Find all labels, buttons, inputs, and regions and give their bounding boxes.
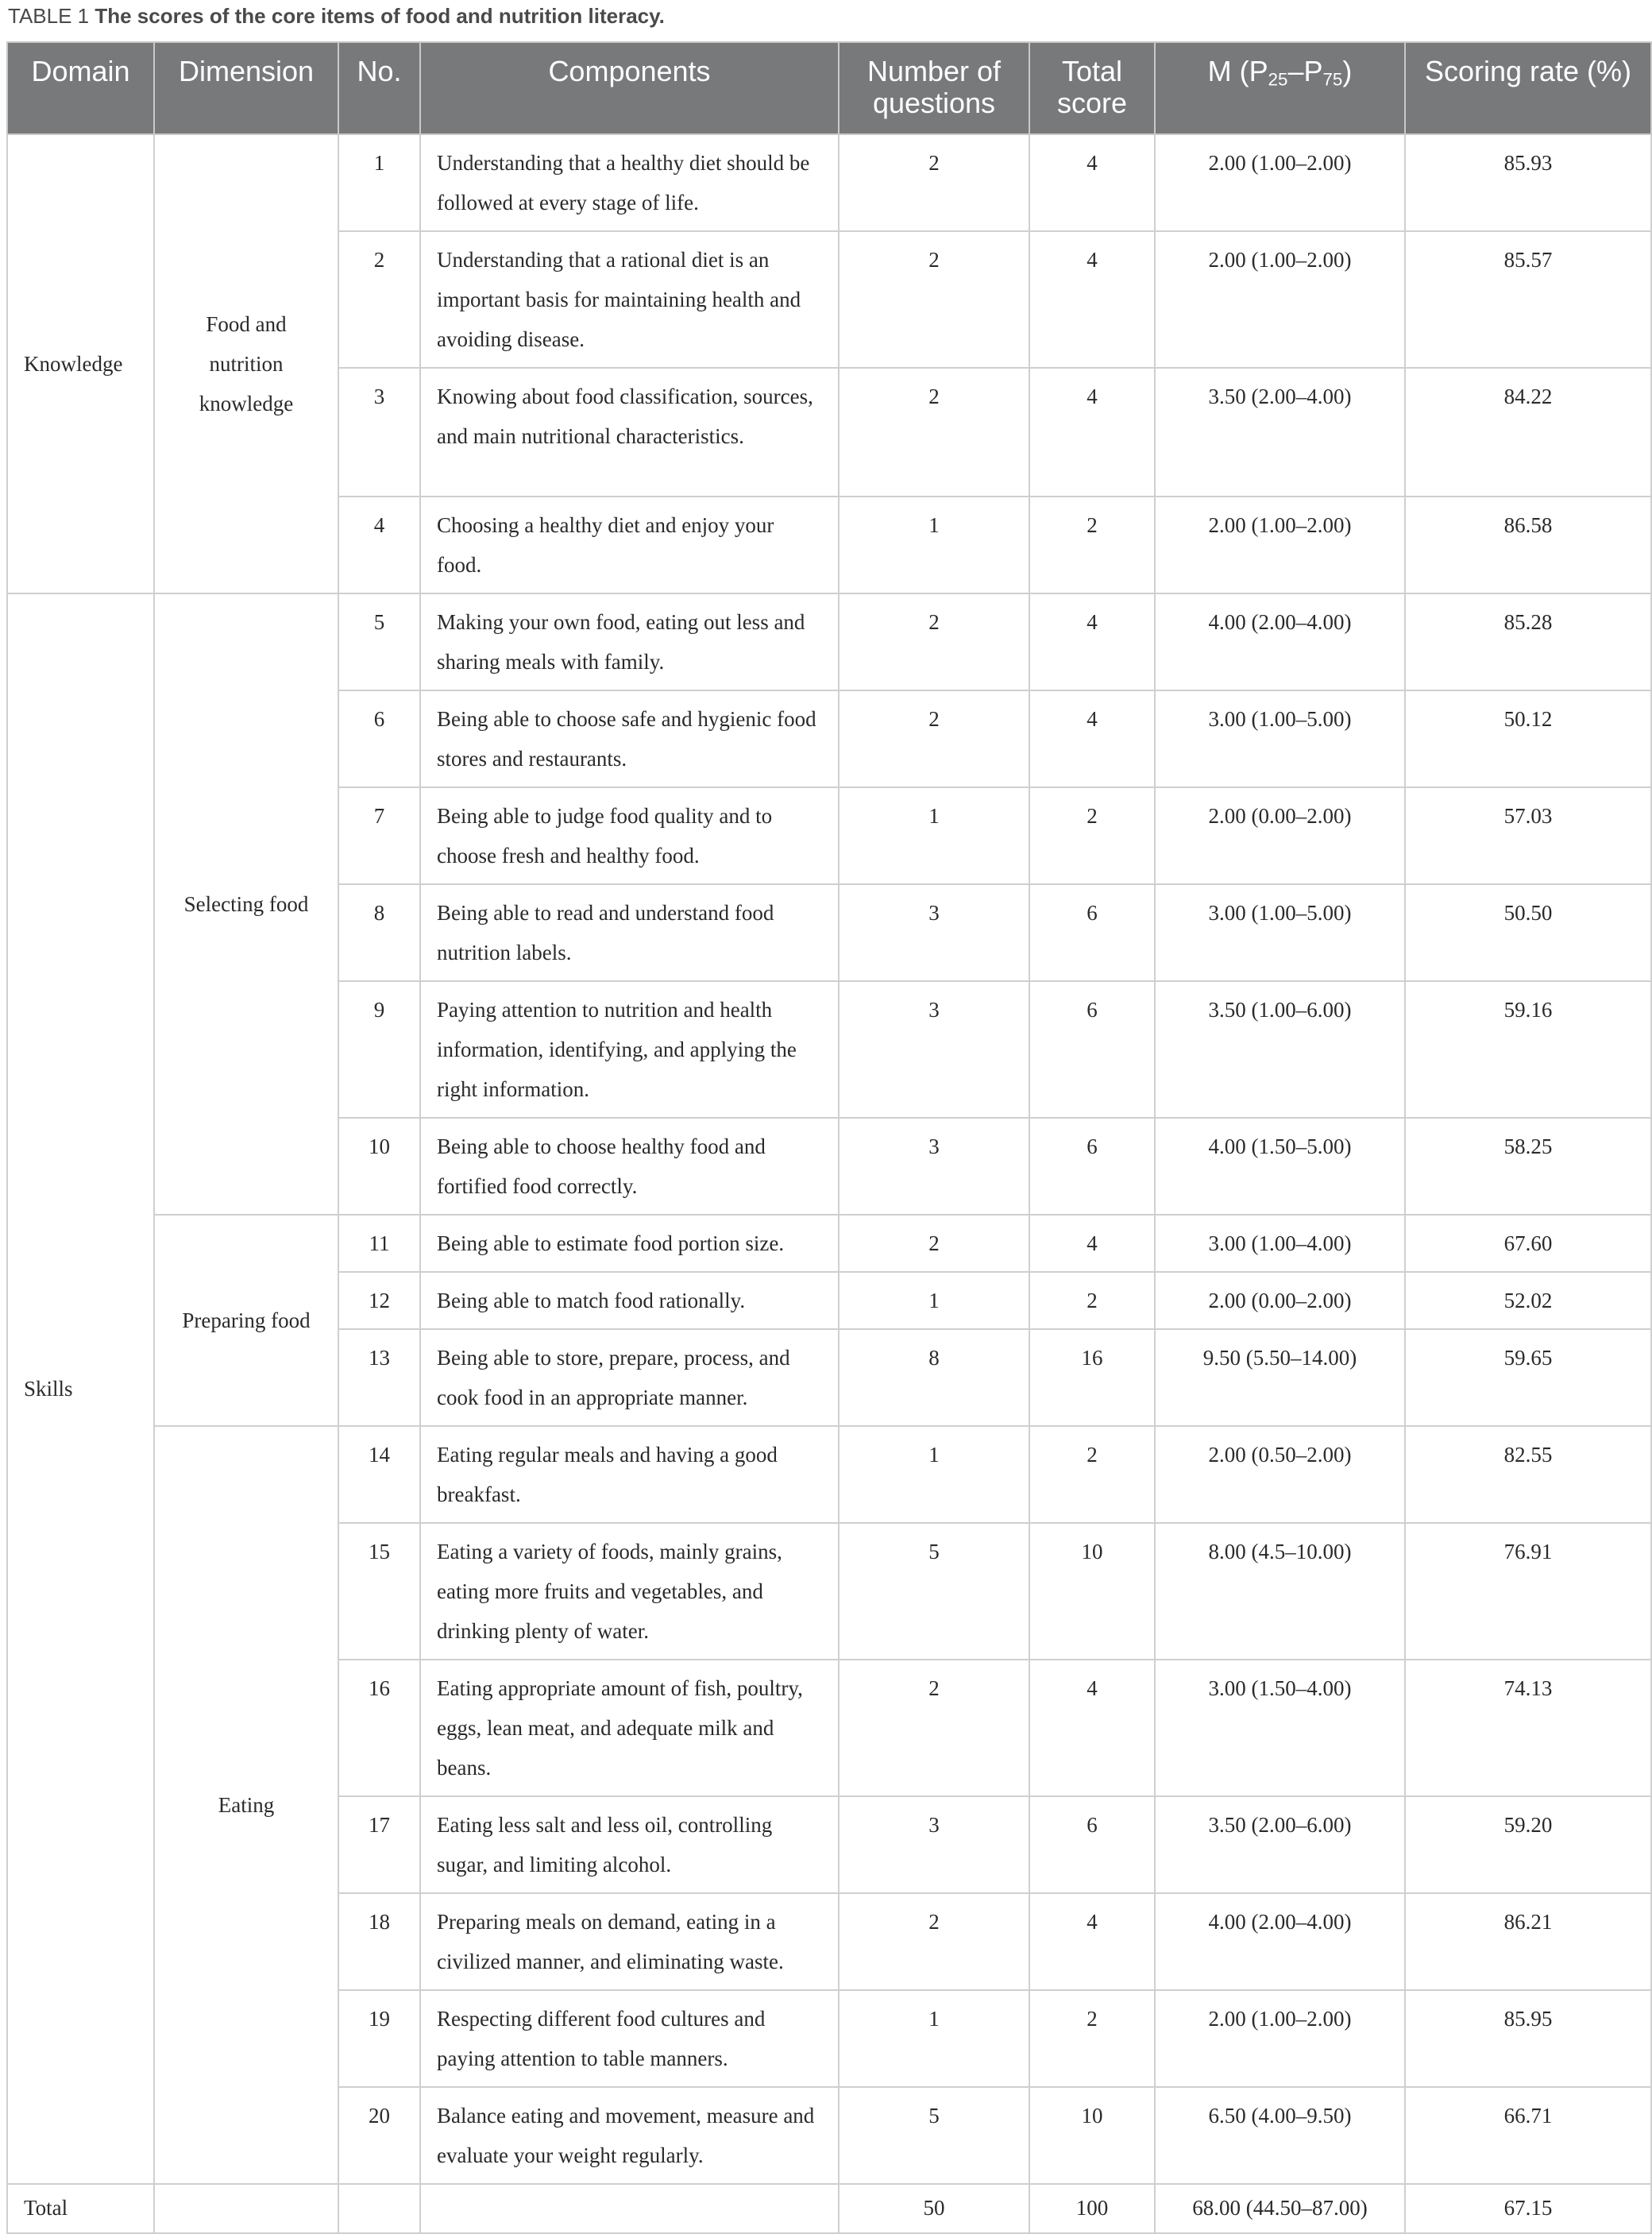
- row-component: Being able to match food rationally.: [420, 1272, 839, 1329]
- scores-table: [6, 41, 1652, 2234]
- row-median: 3.50 (2.00–6.00): [1155, 1796, 1405, 1893]
- domain-skills: Skills: [7, 593, 154, 2184]
- row-rate: 85.93: [1405, 134, 1651, 231]
- row-total: 6: [1029, 884, 1155, 981]
- row-rate: 66.71: [1405, 2087, 1651, 2184]
- row-rate: 84.22: [1405, 368, 1651, 497]
- header-median-sub75: 75: [1322, 69, 1343, 90]
- row-questions: 2: [839, 593, 1029, 690]
- row-median: 2.00 (1.00–2.00): [1155, 1990, 1405, 2087]
- row-no: 2: [338, 231, 420, 368]
- header-median-close: ): [1342, 55, 1353, 87]
- row-questions: 1: [839, 1990, 1029, 2087]
- row-no: 11: [338, 1215, 420, 1272]
- row-median: 3.00 (1.00–5.00): [1155, 884, 1405, 981]
- row-median: 3.50 (1.00–6.00): [1155, 981, 1405, 1118]
- row-median: 2.00 (1.00–2.00): [1155, 231, 1405, 368]
- row-total: 6: [1029, 1118, 1155, 1215]
- row-no: 20: [338, 2087, 420, 2184]
- total-no-empty: [338, 2184, 420, 2233]
- row-median: 2.00 (1.00–2.00): [1155, 497, 1405, 593]
- header-dimension: Dimension: [154, 42, 338, 134]
- row-questions: 5: [839, 1523, 1029, 1660]
- row-rate: 67.60: [1405, 1215, 1651, 1272]
- row-median: 8.00 (4.5–10.00): [1155, 1523, 1405, 1660]
- row-rate: 52.02: [1405, 1272, 1651, 1329]
- total-median: 68.00 (44.50–87.00): [1155, 2184, 1405, 2233]
- row-no: 1: [338, 134, 420, 231]
- row-median: 4.00 (2.00–4.00): [1155, 1893, 1405, 1990]
- row-questions: 2: [839, 1660, 1029, 1796]
- row-no: 12: [338, 1272, 420, 1329]
- row-total: 4: [1029, 231, 1155, 368]
- row-component: Eating regular meals and having a good breakfast.: [420, 1426, 839, 1523]
- table-row: [7, 1215, 1651, 1272]
- table-caption: [8, 2, 665, 30]
- row-component: Knowing about food classification, sources, and main nutritional characteristics.: [420, 368, 839, 497]
- row-questions: 8: [839, 1329, 1029, 1426]
- row-no: 7: [338, 787, 420, 884]
- header-no: No.: [338, 42, 420, 134]
- row-no: 4: [338, 497, 420, 593]
- row-median: 2.00 (0.00–2.00): [1155, 787, 1405, 884]
- row-rate: 50.50: [1405, 884, 1651, 981]
- row-median: 4.00 (2.00–4.00): [1155, 593, 1405, 690]
- total-dimension-empty: [154, 2184, 338, 2233]
- row-no: 19: [338, 1990, 420, 2087]
- header-questions-line1: Number of: [867, 55, 1002, 87]
- row-median: 6.50 (4.00–9.50): [1155, 2087, 1405, 2184]
- header-row: [7, 42, 1651, 134]
- row-component: Preparing meals on demand, eating in a civilized manner, and eliminating waste.: [420, 1893, 839, 1990]
- row-total: 2: [1029, 1272, 1155, 1329]
- row-component: Balance eating and movement, measure and evaluate your weight regularly.: [420, 2087, 839, 2184]
- row-questions: 3: [839, 1796, 1029, 1893]
- row-median: 3.00 (1.50–4.00): [1155, 1660, 1405, 1796]
- row-component: Eating a variety of foods, mainly grains, eating more fruits and vegetables, and drinking plenty of water.: [420, 1523, 839, 1660]
- row-component: Eating appropriate amount of fish, poultry, eggs, lean meat, and adequate milk and beans.: [420, 1660, 839, 1796]
- row-total: 2: [1029, 787, 1155, 884]
- row-no: 9: [338, 981, 420, 1118]
- dimension-fnk-line2: nutrition: [209, 352, 284, 376]
- row-no: 8: [338, 884, 420, 981]
- dimension-preparing-food: Preparing food: [154, 1215, 338, 1426]
- dimension-fnk-line3: knowledge: [199, 392, 294, 415]
- row-component: Being able to judge food quality and to choose fresh and healthy food.: [420, 787, 839, 884]
- row-median: 3.50 (2.00–4.00): [1155, 368, 1405, 497]
- row-questions: 2: [839, 134, 1029, 231]
- row-no: 14: [338, 1426, 420, 1523]
- row-component: Choosing a healthy diet and enjoy your food.: [420, 497, 839, 593]
- dimension-selecting-food: Selecting food: [154, 593, 338, 1215]
- total-row: [7, 2184, 1651, 2233]
- row-component: Being able to store, prepare, process, and cook food in an appropriate manner.: [420, 1329, 839, 1426]
- row-total: 2: [1029, 1426, 1155, 1523]
- row-rate: 57.03: [1405, 787, 1651, 884]
- row-no: 18: [338, 1893, 420, 1990]
- row-rate: 50.12: [1405, 690, 1651, 787]
- row-questions: 5: [839, 2087, 1029, 2184]
- dimension-food-nutrition-knowledge: [154, 134, 338, 593]
- row-questions: 1: [839, 497, 1029, 593]
- row-total: 4: [1029, 1215, 1155, 1272]
- row-total: 4: [1029, 593, 1155, 690]
- row-component: Respecting different food cultures and paying attention to table manners.: [420, 1990, 839, 2087]
- row-total: 10: [1029, 1523, 1155, 1660]
- row-median: 2.00 (0.50–2.00): [1155, 1426, 1405, 1523]
- row-questions: 1: [839, 1426, 1029, 1523]
- header-median-dash: –P: [1287, 55, 1323, 87]
- row-questions: 3: [839, 981, 1029, 1118]
- row-median: 2.00 (1.00–2.00): [1155, 134, 1405, 231]
- row-rate: 86.21: [1405, 1893, 1651, 1990]
- dimension-eating: Eating: [154, 1426, 338, 2184]
- row-questions: 1: [839, 787, 1029, 884]
- header-median-main: M (P: [1207, 55, 1268, 87]
- row-component: Being able to read and understand food nutrition labels.: [420, 884, 839, 981]
- row-questions: 2: [839, 1893, 1029, 1990]
- row-component: Being able to choose healthy food and fortified food correctly.: [420, 1118, 839, 1215]
- domain-knowledge: Knowledge: [7, 134, 154, 593]
- row-median: 3.00 (1.00–5.00): [1155, 690, 1405, 787]
- row-rate: 82.55: [1405, 1426, 1651, 1523]
- header-total-score: [1029, 42, 1155, 134]
- row-median: 4.00 (1.50–5.00): [1155, 1118, 1405, 1215]
- row-median: 2.00 (0.00–2.00): [1155, 1272, 1405, 1329]
- total-rate: 67.15: [1405, 2184, 1651, 2233]
- row-rate: 74.13: [1405, 1660, 1651, 1796]
- row-component: Being able to choose safe and hygienic food stores and restaurants.: [420, 690, 839, 787]
- row-total: 10: [1029, 2087, 1155, 2184]
- table-caption-text: The scores of the core items of food and nutrition literacy.: [95, 4, 665, 28]
- row-total: 16: [1029, 1329, 1155, 1426]
- row-total: 4: [1029, 690, 1155, 787]
- row-component: Understanding that a healthy diet should be followed at every stage of life.: [420, 134, 839, 231]
- row-total: 6: [1029, 981, 1155, 1118]
- row-no: 10: [338, 1118, 420, 1215]
- table-row: [7, 593, 1651, 690]
- row-median: 9.50 (5.50–14.00): [1155, 1329, 1405, 1426]
- row-total: 4: [1029, 134, 1155, 231]
- row-total: 2: [1029, 497, 1155, 593]
- total-label: Total: [7, 2184, 154, 2233]
- row-no: 6: [338, 690, 420, 787]
- row-component: Eating less salt and less oil, controlling sugar, and limiting alcohol.: [420, 1796, 839, 1893]
- total-score: 100: [1029, 2184, 1155, 2233]
- row-component: Understanding that a rational diet is an important basis for maintaining health and avoiding disease.: [420, 231, 839, 368]
- header-domain: Domain: [7, 42, 154, 134]
- row-no: 15: [338, 1523, 420, 1660]
- header-components: Components: [420, 42, 839, 134]
- row-questions: 1: [839, 1272, 1029, 1329]
- row-rate: 76.91: [1405, 1523, 1651, 1660]
- row-questions: 3: [839, 1118, 1029, 1215]
- row-total: 6: [1029, 1796, 1155, 1893]
- row-no: 16: [338, 1660, 420, 1796]
- row-median: 3.00 (1.00–4.00): [1155, 1215, 1405, 1272]
- row-rate: 59.16: [1405, 981, 1651, 1118]
- table-row: [7, 1426, 1651, 1523]
- row-rate: 59.20: [1405, 1796, 1651, 1893]
- table-caption-label: TABLE 1: [8, 4, 90, 28]
- dimension-fnk-line1: Food and: [206, 312, 287, 336]
- total-components-empty: [420, 2184, 839, 2233]
- header-median-sub25: 25: [1268, 69, 1288, 90]
- row-total: 2: [1029, 1990, 1155, 2087]
- table-row: [7, 134, 1651, 231]
- header-scoring-rate: Scoring rate (%): [1405, 42, 1651, 134]
- row-rate: 85.95: [1405, 1990, 1651, 2087]
- header-total-line2: score: [1056, 87, 1128, 119]
- row-questions: 2: [839, 690, 1029, 787]
- row-component: Being able to estimate food portion size.: [420, 1215, 839, 1272]
- row-rate: 59.65: [1405, 1329, 1651, 1426]
- row-component: Making your own food, eating out less and sharing meals with family.: [420, 593, 839, 690]
- row-total: 4: [1029, 368, 1155, 497]
- row-questions: 2: [839, 231, 1029, 368]
- header-median: [1155, 42, 1405, 134]
- row-component: Paying attention to nutrition and health information, identifying, and applying the right information.: [420, 981, 839, 1118]
- row-no: 17: [338, 1796, 420, 1893]
- total-questions: 50: [839, 2184, 1029, 2233]
- row-rate: 86.58: [1405, 497, 1651, 593]
- row-no: 13: [338, 1329, 420, 1426]
- row-total: 4: [1029, 1893, 1155, 1990]
- row-rate: 85.57: [1405, 231, 1651, 368]
- row-no: 5: [338, 593, 420, 690]
- row-rate: 58.25: [1405, 1118, 1651, 1215]
- row-rate: 85.28: [1405, 593, 1651, 690]
- header-total-line1: Total: [1061, 55, 1123, 87]
- row-no: 3: [338, 368, 420, 497]
- row-questions: 2: [839, 368, 1029, 497]
- header-questions-line2: questions: [872, 87, 996, 119]
- header-questions: [839, 42, 1029, 134]
- row-questions: 3: [839, 884, 1029, 981]
- row-questions: 2: [839, 1215, 1029, 1272]
- row-total: 4: [1029, 1660, 1155, 1796]
